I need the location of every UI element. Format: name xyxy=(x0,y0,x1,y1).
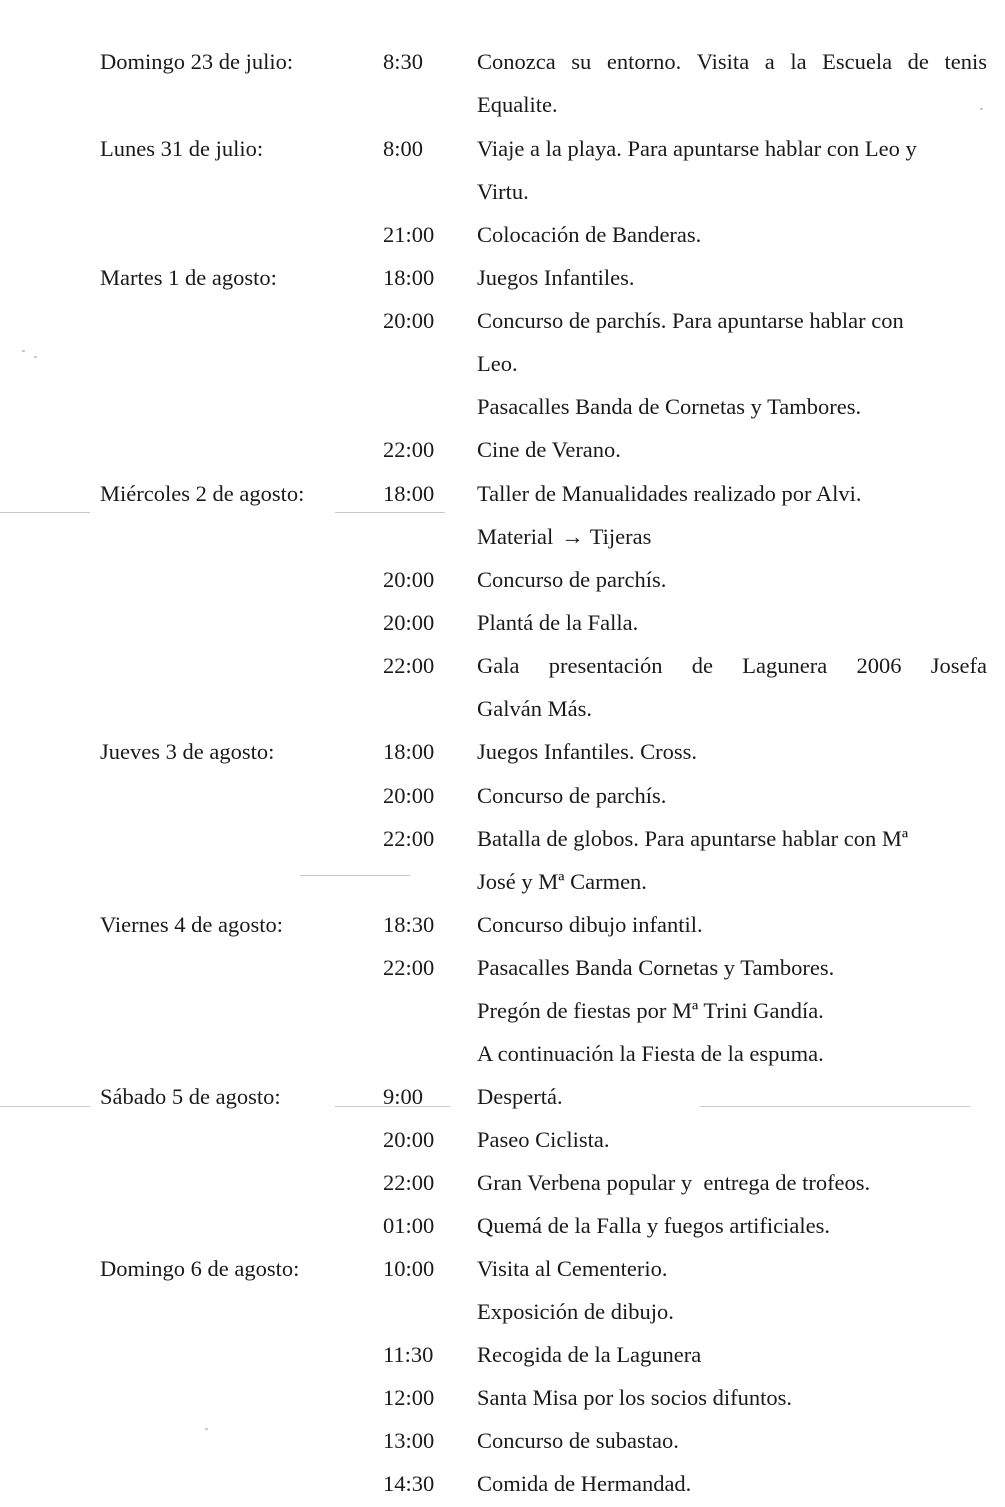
schedule-row xyxy=(0,46,1005,78)
schedule-row xyxy=(0,650,1005,682)
event-text: Viaje a la playa. Para apuntarse hablar con Leo y xyxy=(477,136,917,161)
event-word: Escuela xyxy=(822,49,893,74)
event-time: 10:00 xyxy=(383,1256,435,1281)
event-text: A continuación la Fiesta de la espuma. xyxy=(477,1041,824,1066)
event-text: José y Mª Carmen. xyxy=(477,869,647,894)
event-word: presentación xyxy=(548,653,663,678)
event-word: de xyxy=(691,653,713,678)
schedule-row xyxy=(0,1382,1005,1414)
day-label: Domingo 23 de julio: xyxy=(100,49,294,74)
event-text: Gran Verbena popular y entrega de trofeos. xyxy=(477,1170,871,1195)
event-time: 01:00 xyxy=(383,1213,435,1238)
event-word: Conozca xyxy=(477,49,556,74)
event-text: Despertá. xyxy=(477,1084,563,1109)
event-text xyxy=(477,521,651,553)
event-word: a xyxy=(764,49,775,74)
scan-line xyxy=(335,512,445,513)
event-text: Recogida de la Lagunera xyxy=(477,1342,702,1367)
event-time: 18:00 xyxy=(383,739,435,764)
material-item: Tijeras xyxy=(589,524,652,549)
event-time: 20:00 xyxy=(383,1127,435,1152)
schedule-row xyxy=(0,176,1005,208)
schedule-row xyxy=(0,1253,1005,1285)
event-time: 12:00 xyxy=(383,1385,435,1410)
schedule-row xyxy=(0,133,1005,165)
schedule-row xyxy=(0,478,1005,510)
event-time: 20:00 xyxy=(383,783,435,808)
event-text: Pasacalles Banda Cornetas y Tambores. xyxy=(477,955,835,980)
schedule-row xyxy=(0,952,1005,984)
event-text: Visita al Cementerio. xyxy=(477,1256,668,1281)
day-label: Jueves 3 de agosto: xyxy=(100,739,275,764)
event-text xyxy=(477,46,987,78)
schedule-row xyxy=(0,909,1005,941)
material-label: Material xyxy=(477,524,554,549)
day-label: Sábado 5 de agosto: xyxy=(100,1084,281,1109)
event-text: Leo. xyxy=(477,351,518,376)
event-text: Plantá de la Falla. xyxy=(477,610,639,635)
event-text: Juegos Infantiles. xyxy=(477,265,635,290)
event-text: Concurso de parchís. xyxy=(477,567,667,592)
schedule-row xyxy=(0,564,1005,596)
schedule-row xyxy=(0,736,1005,768)
day-label: Martes 1 de agosto: xyxy=(100,265,277,290)
event-text: Batalla de globos. Para apuntarse hablar con Mª xyxy=(477,826,909,851)
schedule-row xyxy=(0,780,1005,812)
schedule-row xyxy=(0,305,1005,337)
event-text: Galván Más. xyxy=(477,696,592,721)
schedule-row xyxy=(0,1038,1005,1070)
event-text: Concurso de parchís. xyxy=(477,783,667,808)
event-time: 8:30 xyxy=(383,49,424,74)
event-text xyxy=(477,650,987,682)
event-time: 22:00 xyxy=(383,826,435,851)
event-time: 20:00 xyxy=(383,308,435,333)
event-time: 8:00 xyxy=(383,136,424,161)
event-time: 9:00 xyxy=(383,1084,424,1109)
event-text: Concurso de subastao. xyxy=(477,1428,679,1453)
event-time: 22:00 xyxy=(383,653,435,678)
event-text: Santa Misa por los socios difuntos. xyxy=(477,1385,792,1410)
event-time: 13:00 xyxy=(383,1428,435,1453)
event-text: Concurso de parchís. Para apuntarse hablar con xyxy=(477,308,904,333)
event-time: 18:30 xyxy=(383,912,435,937)
event-word: Josefa xyxy=(930,653,987,678)
event-time: 21:00 xyxy=(383,222,435,247)
schedule-row xyxy=(0,823,1005,855)
event-text: Exposición de dibujo. xyxy=(477,1299,674,1324)
schedule-row xyxy=(0,607,1005,639)
event-text: Pasacalles Banda de Cornetas y Tambores. xyxy=(477,394,862,419)
event-text: Pregón de fiestas por Mª Trini Gandía. xyxy=(477,998,824,1023)
event-word: 2006 xyxy=(856,653,902,678)
event-word: su xyxy=(571,49,592,74)
event-word: Visita xyxy=(696,49,750,74)
event-word: la xyxy=(790,49,807,74)
event-text: Comida de Hermandad. xyxy=(477,1471,692,1496)
event-text: Equalite. xyxy=(477,92,558,117)
event-time: 14:30 xyxy=(383,1471,435,1496)
schedule-row xyxy=(0,866,1005,898)
scan-line xyxy=(0,512,90,513)
schedule-row xyxy=(0,391,1005,423)
event-word: entorno. xyxy=(606,49,682,74)
event-time: 20:00 xyxy=(383,610,435,635)
schedule-row xyxy=(0,219,1005,251)
schedule-row xyxy=(0,1210,1005,1242)
day-label: Domingo 6 de agosto: xyxy=(100,1256,300,1281)
event-time: 20:00 xyxy=(383,567,435,592)
schedule-row xyxy=(0,1425,1005,1457)
event-text: Taller de Manualidades realizado por Alvi. xyxy=(477,481,862,506)
schedule-row xyxy=(0,434,1005,466)
event-time: 18:00 xyxy=(383,265,435,290)
schedule-row xyxy=(0,262,1005,294)
event-word: de xyxy=(907,49,929,74)
event-text: Paseo Ciclista. xyxy=(477,1127,610,1152)
schedule-row xyxy=(0,995,1005,1027)
schedule-row xyxy=(0,1296,1005,1328)
event-text: Cine de Verano. xyxy=(477,437,621,462)
day-label: Viernes 4 de agosto: xyxy=(100,912,283,937)
schedule-row xyxy=(0,1167,1005,1199)
event-word: Gala xyxy=(477,653,520,678)
schedule-row xyxy=(0,521,1005,553)
event-time: 22:00 xyxy=(383,437,435,462)
arrow-right-icon: → xyxy=(561,524,584,549)
event-time: 22:00 xyxy=(383,955,435,980)
event-time: 18:00 xyxy=(383,481,435,506)
schedule-row xyxy=(0,1124,1005,1156)
day-label: Miércoles 2 de agosto: xyxy=(100,481,305,506)
event-text: Juegos Infantiles. Cross. xyxy=(477,739,697,764)
event-text: Colocación de Banderas. xyxy=(477,222,702,247)
event-word: tenis xyxy=(944,49,987,74)
schedule-row xyxy=(0,1468,1005,1500)
day-label: Lunes 31 de julio: xyxy=(100,136,264,161)
event-text: Quemá de la Falla y fuegos artificiales. xyxy=(477,1213,830,1238)
event-text: Concurso dibujo infantil. xyxy=(477,912,703,937)
event-word: Lagunera xyxy=(742,653,828,678)
event-text: Virtu. xyxy=(477,179,529,204)
schedule-row xyxy=(0,89,1005,121)
schedule-row xyxy=(0,1339,1005,1371)
schedule-row xyxy=(0,693,1005,725)
schedule-row xyxy=(0,348,1005,380)
event-time: 22:00 xyxy=(383,1170,435,1195)
schedule-row xyxy=(0,1081,1005,1113)
event-time: 11:30 xyxy=(383,1342,434,1367)
